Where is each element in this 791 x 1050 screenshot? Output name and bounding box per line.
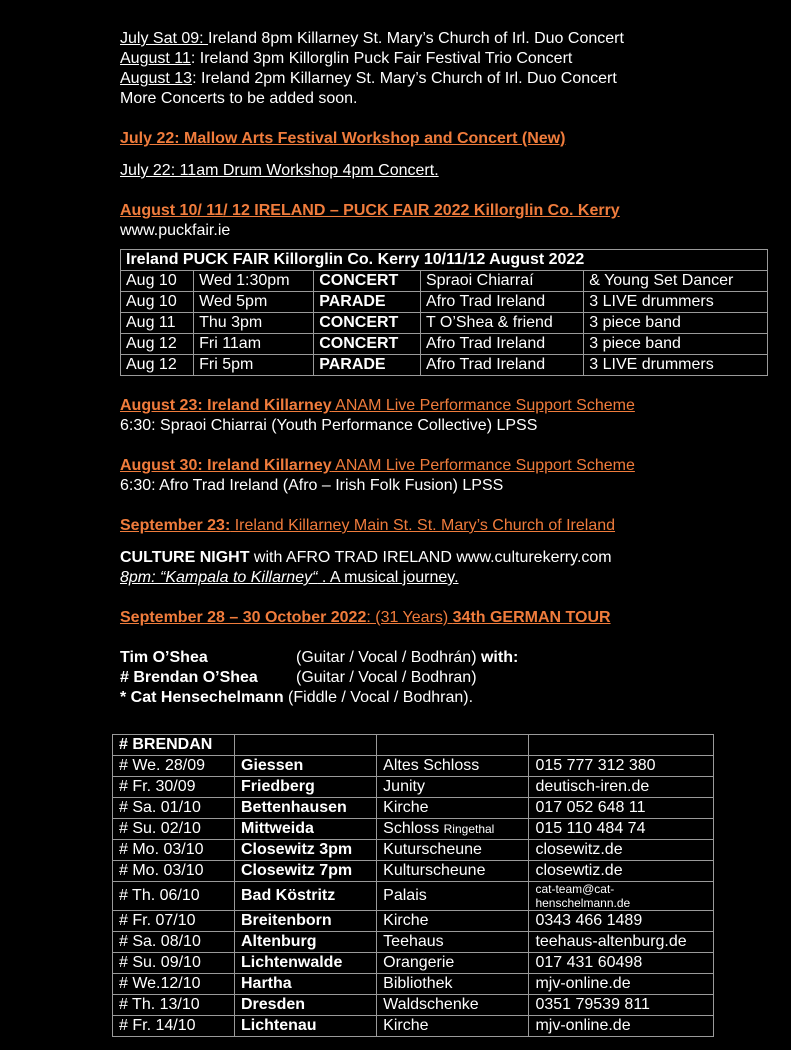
tour-table-row (113, 995, 714, 1016)
puck-table-row (121, 271, 768, 292)
tour-title[interactable]: 34th GERMAN TOUR (452, 609, 611, 626)
member-suffix: with: (480, 649, 519, 666)
tour-cell: Giessen (235, 756, 377, 777)
puck-cell: CONCERT (314, 271, 421, 292)
tour-table-row (113, 798, 714, 819)
puck-cell: Aug 12 (121, 355, 194, 376)
tour-cell[interactable]: 0351 79539 811 (529, 995, 714, 1016)
tour-cell: Friedberg (235, 777, 377, 798)
kampala-line (120, 568, 780, 588)
aug23-detail: 6:30: Spraoi Chiarrai (Youth Performance Collective) LPSS (120, 417, 538, 434)
aug30-bold[interactable]: August 30: Ireland Killarney (120, 457, 332, 474)
aug23-bold[interactable]: August 23: Ireland Killarney (120, 397, 332, 414)
tour-cell: Teehaus (377, 932, 529, 953)
mallow-heading[interactable]: July 22: Mallow Arts Festival Workshop and Concert (New) (120, 130, 566, 147)
tour-cell: # Su. 09/10 (113, 953, 235, 974)
tour-cell: Lichtenau (235, 1016, 377, 1037)
puck-cell: & Young Set Dancer (584, 271, 768, 292)
early-concert-line (120, 29, 780, 49)
tour-cell: Breitenborn (235, 911, 377, 932)
early-concert-line (120, 49, 780, 69)
puck-cell: CONCERT (314, 313, 421, 334)
tour-cell: Kuturscheune (377, 840, 529, 861)
puck-cell: Aug 10 (121, 271, 194, 292)
venue-part-small: Ringethal (443, 822, 495, 836)
kampala-title: 8pm: “Kampala to Killarney“ (120, 569, 318, 586)
tour-table-header: # BRENDAN (113, 735, 235, 756)
tour-cell: # Su. 02/10 (113, 819, 235, 840)
puck-table-row (121, 292, 768, 313)
tour-cell: # Fr. 30/09 (113, 777, 235, 798)
tour-cell: Junity (377, 777, 529, 798)
puck-cell: Spraoi Chiarraí (420, 271, 583, 292)
puck-cell: Aug 10 (121, 292, 194, 313)
band-lineup (120, 648, 780, 708)
tour-table-row (113, 911, 714, 932)
puck-cell: Afro Trad Ireland (420, 292, 583, 313)
tour-cell: Bad Köstritz (235, 882, 377, 911)
puck-cell: 3 piece band (584, 334, 768, 355)
tour-cell: Altes Schloss (377, 756, 529, 777)
early-concert-date[interactable]: July Sat 09: (120, 30, 209, 47)
puck-cell: Afro Trad Ireland (420, 334, 583, 355)
aug30-rest[interactable]: ANAM Live Performance Support Scheme (331, 457, 635, 474)
puck-cell: 3 LIVE drummers (584, 355, 768, 376)
tour-table-row (113, 756, 714, 777)
puck-cell: PARADE (314, 292, 421, 313)
lineup-member (120, 668, 780, 688)
early-concert-date[interactable]: August 13 (120, 70, 193, 87)
tour-cell: # Mo. 03/10 (113, 861, 235, 882)
puck-cell: 3 piece band (584, 313, 768, 334)
tour-dates[interactable]: September 28 – 30 October 2022 (120, 609, 367, 626)
member-name: * Cat Hensechelmann (120, 689, 284, 706)
puck-cell: T O’Shea & friend (420, 313, 583, 334)
mallow-detail[interactable]: July 22: 11am Drum Workshop 4pm Concert. (120, 162, 439, 179)
puck-table-title: Ireland PUCK FAIR Killorglin Co. Kerry 10/11/12 August 2022 (121, 250, 768, 271)
early-concerts (120, 29, 780, 89)
tour-table-row (113, 953, 714, 974)
tour-cell: Palais (377, 882, 529, 911)
tour-cell: # We. 28/09 (113, 756, 235, 777)
early-concert-text: : Ireland 2pm Killarney St. Mary’s Church of Irl. Duo Concert (192, 70, 617, 87)
early-concert-text: : Ireland 3pm Killorglin Puck Fair Festival Trio Concert (190, 50, 573, 67)
puck-cell: Fri 5pm (194, 355, 314, 376)
puck-cell: Thu 3pm (194, 313, 314, 334)
tour-cell[interactable]: closewitz.de (529, 840, 714, 861)
puck-cell: Fri 11am (194, 334, 314, 355)
member-role: (Guitar / Vocal / Bodhrán) (296, 649, 481, 666)
tour-cell: Bettenhausen (235, 798, 377, 819)
tour-cell: # Fr. 14/10 (113, 1016, 235, 1037)
puck-fair-table (120, 249, 768, 376)
puck-heading[interactable]: August 10/ 11/ 12 IRELAND – PUCK FAIR 2022 Killorglin Co. Kerry (120, 202, 620, 219)
tour-cell: Mittweida (235, 819, 377, 840)
aug30-detail: 6:30: Afro Trad Ireland (Afro – Irish Folk Fusion) LPSS (120, 477, 504, 494)
tour-cell[interactable]: 0343 466 1489 (529, 911, 714, 932)
tour-cell[interactable]: mjv-online.de (529, 974, 714, 995)
venue-part: Schloss (383, 820, 444, 837)
member-role: (Fiddle / Vocal / Bodhran). (283, 689, 474, 706)
tour-cell: Hartha (235, 974, 377, 995)
puck-cell: 3 LIVE drummers (584, 292, 768, 313)
culture-night-bold: CULTURE NIGHT (120, 549, 250, 566)
sep23-heading[interactable] (120, 516, 780, 536)
culture-night-line (120, 548, 780, 568)
puck-cell: Afro Trad Ireland (420, 355, 583, 376)
lineup-member (120, 648, 780, 668)
puck-table-row (121, 355, 768, 376)
sep23-rest[interactable]: Ireland Killarney Main St. St. Mary’s Church of Ireland (230, 517, 616, 534)
tour-cell[interactable]: 015 777 312 380 (529, 756, 714, 777)
more-concerts-note: More Concerts to be added soon. (120, 90, 358, 107)
tour-cell[interactable]: deutisch-iren.de (529, 777, 714, 798)
aug30-heading[interactable] (120, 456, 780, 476)
tour-cell: # Sa. 01/10 (113, 798, 235, 819)
early-concert-text: Ireland 8pm Killarney St. Mary’s Church of Irl. Duo Concert (208, 30, 624, 47)
member-name: Tim O’Shea (120, 649, 208, 666)
tour-table-row (113, 840, 714, 861)
tour-cell[interactable]: 015 110 484 74 (529, 819, 714, 840)
german-tour-table (112, 734, 714, 1037)
tour-cell: # Fr. 07/10 (113, 911, 235, 932)
tour-table-row (113, 819, 714, 840)
tour-cell: Lichtenwalde (235, 953, 377, 974)
tour-cell: # We.12/10 (113, 974, 235, 995)
sep23-bold[interactable]: September 23: (120, 517, 231, 534)
tour-years[interactable]: : (31 Years) (366, 609, 453, 626)
puck-cell: PARADE (314, 355, 421, 376)
puck-cell: Aug 11 (121, 313, 194, 334)
tour-table-row (113, 932, 714, 953)
tour-table-row (113, 882, 714, 911)
puck-url[interactable]: www.puckfair.ie (120, 222, 231, 239)
puck-cell: CONCERT (314, 334, 421, 355)
tour-cell: Kirche (377, 911, 529, 932)
tour-cell: Altenburg (235, 932, 377, 953)
member-role: (Guitar / Vocal / Bodhran) (296, 669, 477, 686)
tour-table-row (113, 1016, 714, 1037)
puck-table-row (121, 334, 768, 355)
early-concert-line (120, 69, 780, 89)
tour-cell: Waldschenke (377, 995, 529, 1016)
tour-cell: Kulturscheune (377, 861, 529, 882)
tour-cell: Kirche (377, 798, 529, 819)
tour-cell: Orangerie (377, 953, 529, 974)
tour-cell[interactable]: mjv-online.de (529, 1016, 714, 1037)
aug23-heading[interactable] (120, 396, 780, 416)
puck-cell: Aug 12 (121, 334, 194, 355)
early-concert-date[interactable]: August 11 (120, 50, 191, 67)
puck-table-row (121, 313, 768, 334)
tour-cell[interactable]: closewtiz.de (529, 861, 714, 882)
tour-cell: # Th. 06/10 (113, 882, 235, 911)
tour-heading[interactable] (120, 608, 780, 628)
puck-cell: Wed 1:30pm (194, 271, 314, 292)
tour-cell: Closewitz 3pm (235, 840, 377, 861)
tour-table-row (113, 861, 714, 882)
tour-cell (377, 819, 529, 840)
culture-night-rest[interactable]: with AFRO TRAD IRELAND www.culturekerry.com (249, 549, 612, 566)
tour-cell: # Sa. 08/10 (113, 932, 235, 953)
puck-cell: Wed 5pm (194, 292, 314, 313)
tour-cell: Dresden (235, 995, 377, 1016)
tour-cell: Kirche (377, 1016, 529, 1037)
aug23-rest[interactable]: ANAM Live Performance Support Scheme (331, 397, 635, 414)
kampala-rest: . A musical journey. (317, 569, 459, 586)
tour-cell: Closewitz 7pm (235, 861, 377, 882)
document-body (120, 29, 780, 708)
tour-cell: # Th. 13/10 (113, 995, 235, 1016)
member-name: # Brendan O’Shea (120, 669, 258, 686)
tour-cell[interactable]: teehaus-altenburg.de (529, 932, 714, 953)
tour-cell[interactable]: 017 431 60498 (529, 953, 714, 974)
tour-cell[interactable]: cat-team@cat-henschelmann.de (529, 882, 714, 911)
lineup-member (120, 688, 780, 708)
tour-cell[interactable]: 017 052 648 11 (529, 798, 714, 819)
tour-cell: # Mo. 03/10 (113, 840, 235, 861)
tour-table-row (113, 974, 714, 995)
tour-table-row (113, 777, 714, 798)
tour-cell: Bibliothek (377, 974, 529, 995)
